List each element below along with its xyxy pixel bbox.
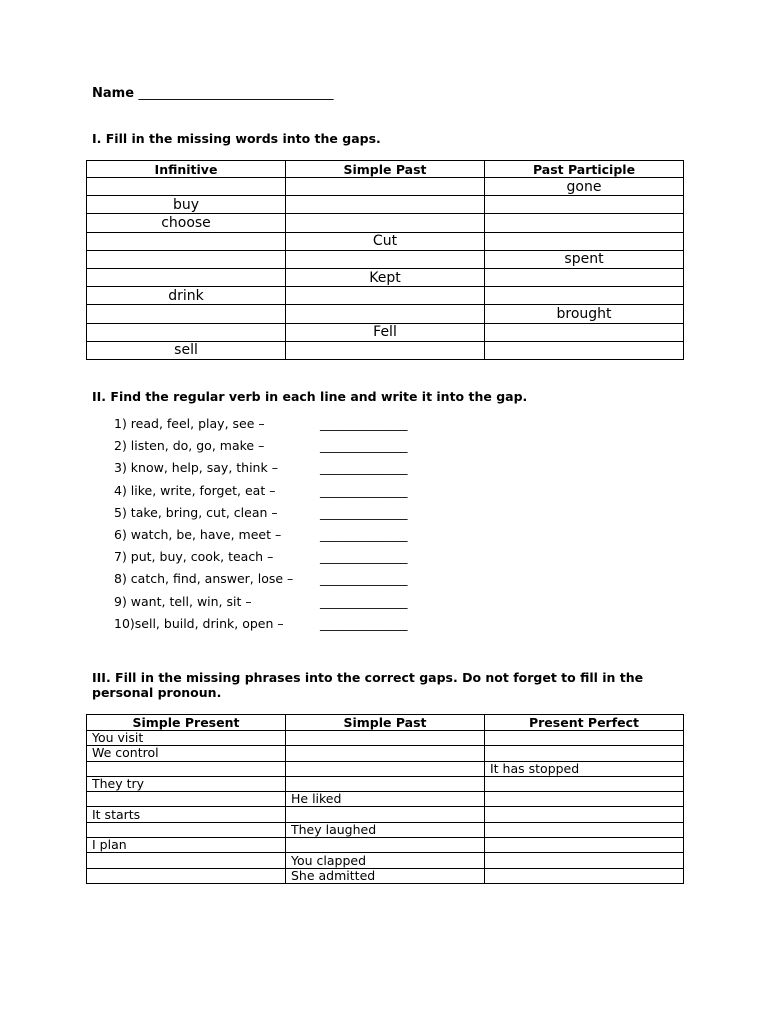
table-cell[interactable]	[87, 268, 286, 286]
table-cell[interactable]	[485, 776, 684, 791]
section-2-heading: II. Find the regular verb in each line and write it into the gap.	[92, 389, 528, 404]
table-row	[87, 853, 684, 868]
table-cell: It has stopped	[485, 761, 684, 776]
table-cell[interactable]	[485, 287, 684, 305]
table-cell: They laughed	[286, 822, 485, 837]
irregular-verbs-table	[86, 160, 684, 360]
table-cell[interactable]	[485, 214, 684, 232]
name-label: Name	[92, 86, 135, 101]
table-cell: You visit	[87, 731, 286, 746]
table-cell[interactable]	[286, 178, 485, 196]
table-cell[interactable]	[87, 853, 286, 868]
verb-item-text: 7) put, buy, cook, teach –	[114, 549, 274, 565]
verb-item-text: 4) like, write, forget, eat –	[114, 482, 276, 498]
table-cell[interactable]	[485, 196, 684, 214]
table-cell[interactable]	[87, 792, 286, 807]
table-cell: Kept	[286, 268, 485, 286]
answer-blank[interactable]: ______________	[320, 504, 408, 520]
table-cell: buy	[87, 196, 286, 214]
table-cell: It starts	[87, 807, 286, 822]
table-row	[87, 822, 684, 837]
verb-item-text: 6) watch, be, have, meet –	[114, 526, 282, 542]
answer-blank[interactable]: ______________	[320, 571, 408, 587]
table-cell[interactable]	[286, 250, 485, 268]
table-cell: choose	[87, 214, 286, 232]
table-cell[interactable]	[286, 838, 485, 853]
table-cell[interactable]	[87, 305, 286, 323]
answer-blank[interactable]: ______________	[320, 460, 408, 476]
table-row	[87, 305, 684, 323]
table-cell: spent	[485, 250, 684, 268]
table-cell[interactable]	[87, 761, 286, 776]
table-cell[interactable]	[87, 178, 286, 196]
table-cell: gone	[485, 178, 684, 196]
table-cell[interactable]	[286, 305, 485, 323]
table-row	[87, 178, 684, 196]
table-cell[interactable]	[286, 807, 485, 822]
table-cell: brought	[485, 305, 684, 323]
table-cell: They try	[87, 776, 286, 791]
name-field[interactable]	[92, 86, 334, 101]
table-cell: I plan	[87, 838, 286, 853]
table-cell[interactable]	[286, 731, 485, 746]
column-header-simple-past: Simple Past	[286, 161, 485, 178]
table-row	[87, 287, 684, 305]
table-cell[interactable]	[485, 341, 684, 359]
table-row	[87, 323, 684, 341]
table-cell[interactable]	[485, 323, 684, 341]
table-cell[interactable]	[286, 196, 485, 214]
table-cell: He liked	[286, 792, 485, 807]
section-1-heading: I. Fill in the missing words into the gaps.	[92, 131, 381, 146]
table-cell[interactable]	[87, 250, 286, 268]
table-row	[87, 868, 684, 883]
answer-blank[interactable]: ______________	[320, 438, 408, 454]
table-row	[87, 807, 684, 822]
table-cell: Fell	[286, 323, 485, 341]
name-blank-line[interactable]: ______________________________	[138, 86, 334, 101]
table-cell: We control	[87, 746, 286, 761]
table-cell[interactable]	[286, 341, 485, 359]
table-cell[interactable]	[485, 807, 684, 822]
table-cell[interactable]	[485, 268, 684, 286]
verb-item-text: 1) read, feel, play, see –	[114, 416, 265, 431]
table-row	[87, 761, 684, 776]
table-row	[87, 232, 684, 250]
column-header-infinitive: Infinitive	[87, 161, 286, 178]
table-cell[interactable]	[87, 323, 286, 341]
table-row	[87, 341, 684, 359]
table-row	[87, 838, 684, 853]
table-cell[interactable]	[286, 746, 485, 761]
table-cell[interactable]	[286, 761, 485, 776]
table-header-row	[87, 715, 684, 731]
table-cell[interactable]	[286, 776, 485, 791]
column-header-past-participle: Past Participle	[485, 161, 684, 178]
answer-blank[interactable]: ______________	[320, 593, 408, 609]
table-cell[interactable]	[485, 746, 684, 761]
table-cell[interactable]	[286, 214, 485, 232]
table-row	[87, 250, 684, 268]
answer-blank[interactable]: ______________	[320, 526, 408, 542]
section-3-heading: III. Fill in the missing phrases into the correct gaps. Do not forget to fill in the personal pronoun.	[92, 670, 644, 700]
table-cell: sell	[87, 341, 286, 359]
table-cell[interactable]	[485, 853, 684, 868]
answer-blank[interactable]: ______________	[320, 416, 408, 431]
table-cell[interactable]	[485, 731, 684, 746]
tenses-table	[86, 714, 684, 884]
table-cell[interactable]	[286, 287, 485, 305]
table-cell[interactable]	[485, 868, 684, 883]
table-cell: She admitted	[286, 868, 485, 883]
table-cell: You clapped	[286, 853, 485, 868]
table-row	[87, 214, 684, 232]
answer-blank[interactable]: ______________	[320, 615, 408, 631]
table-row	[87, 731, 684, 746]
table-header-row	[87, 161, 684, 178]
table-cell[interactable]	[485, 822, 684, 837]
verb-item-text: 2) listen, do, go, make –	[114, 438, 265, 454]
table-cell[interactable]	[485, 792, 684, 807]
table-cell[interactable]	[485, 838, 684, 853]
column-header-simple-present: Simple Present	[87, 715, 286, 731]
table-row	[87, 776, 684, 791]
table-row	[87, 268, 684, 286]
verb-item-text: 10)sell, build, drink, open –	[114, 615, 284, 631]
column-header-simple-past: Simple Past	[286, 715, 485, 731]
table-cell: drink	[87, 287, 286, 305]
table-cell: Cut	[286, 232, 485, 250]
table-row	[87, 746, 684, 761]
table-row	[87, 196, 684, 214]
verb-item-text: 8) catch, find, answer, lose –	[114, 571, 294, 587]
verb-item-text: 9) want, tell, win, sit –	[114, 593, 252, 609]
column-header-present-perfect: Present Perfect	[485, 715, 684, 731]
table-cell[interactable]	[87, 232, 286, 250]
table-row	[87, 792, 684, 807]
table-cell[interactable]	[87, 822, 286, 837]
answer-blank[interactable]: ______________	[320, 482, 408, 498]
verb-item-text: 3) know, help, say, think –	[114, 460, 278, 476]
answer-blank[interactable]: ______________	[320, 549, 408, 565]
table-cell[interactable]	[87, 868, 286, 883]
table-cell[interactable]	[485, 232, 684, 250]
verb-item-text: 5) take, bring, cut, clean –	[114, 504, 278, 520]
